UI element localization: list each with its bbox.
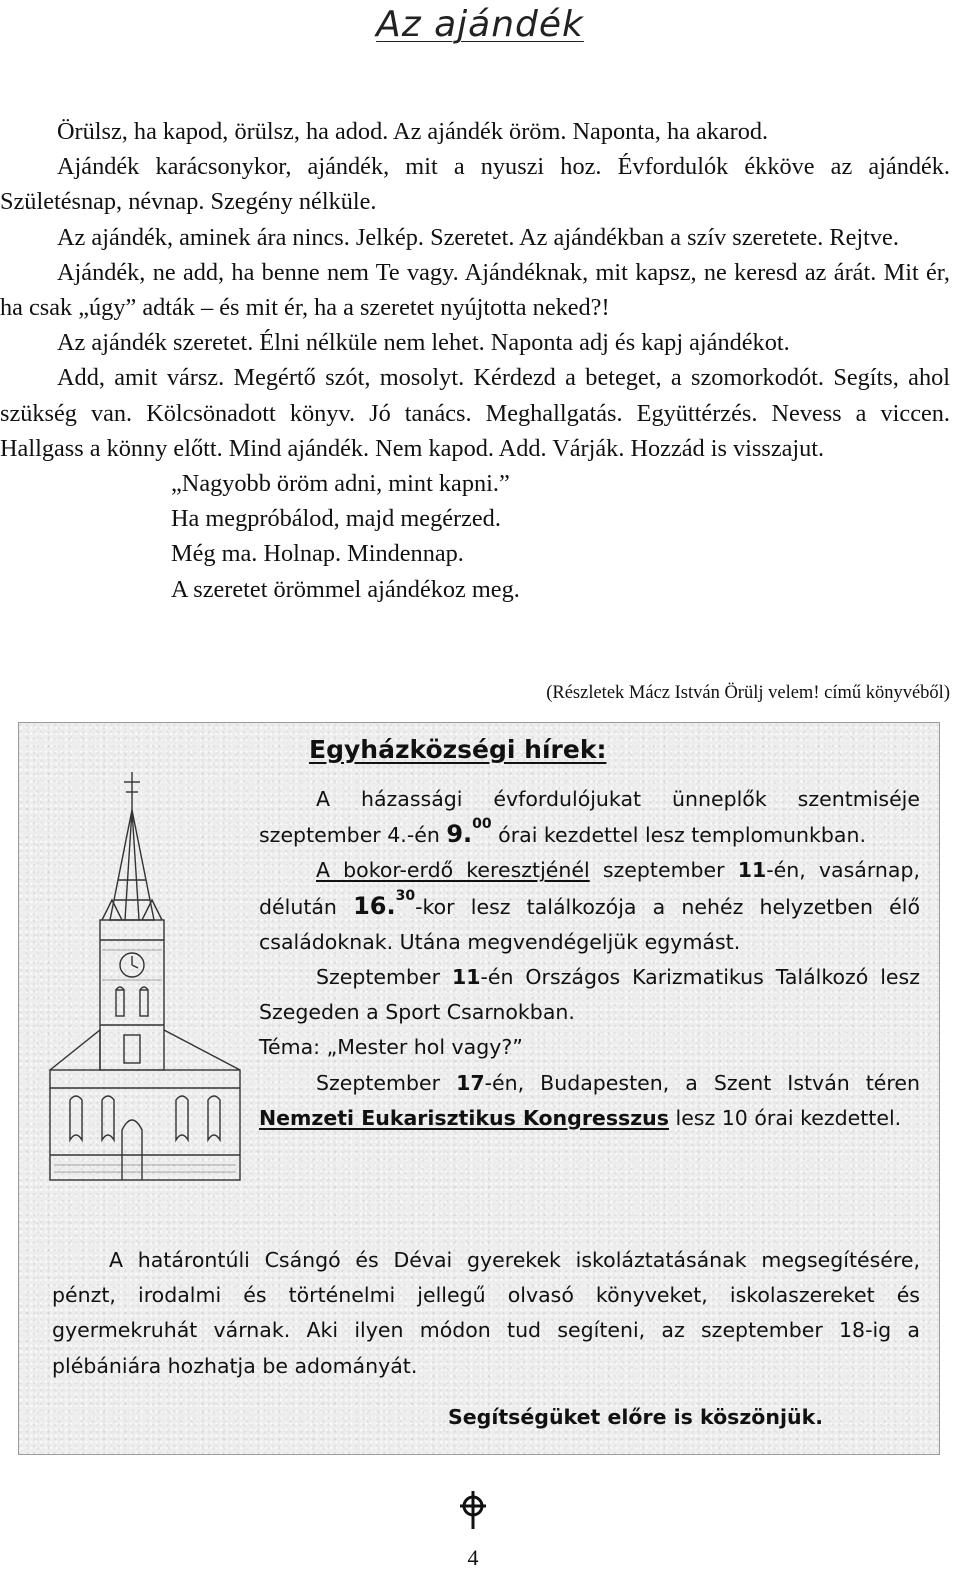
news-item: Szeptember 11-én Országos Karizmatikus Találkozó lesz Szegeden a Sport Csarnokban. (259, 965, 920, 1025)
poem-text (0, 114, 950, 607)
poem-paragraph: Ajándék, ne add, ha benne nem Te vagy. Ajándéknak, mit kapsz, ne keresd az árát. Mit ér, ha csak „úgy” adták – és mit ér, ha a szeretet nyújtotta neked?! (0, 258, 950, 322)
poem-paragraph: Az ajándék szeretet. Élni nélküle nem lehet. Naponta adj és kapj ajándékot. (57, 329, 790, 357)
page-number: 4 (467, 1545, 479, 1570)
time-minutes: 30 (395, 887, 416, 904)
donation-notice (52, 1243, 920, 1384)
news-item: Szeptember 17-én, Budapesten, a Szent István téren Nemzeti Eukarisztikus Kongresszus lesz 10 órai kezdettel. (259, 1070, 920, 1130)
news-items (259, 782, 920, 1136)
cross-icon (457, 1490, 489, 1530)
news-item: A házassági évfordulójukat ünneplők szentmiséje szeptember 4.-én 9.00 órai kezdettel lesz templomunkban. (259, 787, 920, 849)
poem-paragraph: Örülsz, ha kapod, örülsz, ha adod. Az ajándék öröm. Naponta, ha akarod. (57, 118, 769, 145)
day-value: 11 (737, 858, 767, 883)
quote-line: Ha megpróbálod, majd megérzed. (171, 505, 501, 533)
page-title: Az ajándék (376, 4, 584, 45)
poem-paragraph: Add, amit vársz. Megértő szót, mosolyt. Kérdezd a beteget, a szomorkodót. Segíts, ahol szükség van. Kölcsönadott könyv. Jó tanács. Meghallgatás. Együttérzés. Nevess a viccen. Hallgass a könny előtt. Mind ajándék. Nem kapod. Add. Várják. Hozzád is visszajut. (0, 364, 950, 462)
poem-paragraph: Ajándék karácsonykor, ajándék, mit a nyuszi hoz. Évfordulók ékköve az ajándék. Születésnap, névnap. Szegény nélküle. (0, 153, 950, 216)
time-value: 9. (446, 820, 473, 849)
thanks-line: Segítségüket előre is köszönjük. (448, 1405, 824, 1429)
quote-line: A szeretet örömmel ajándékoz meg. (171, 575, 520, 603)
source-citation: (Részletek Mácz István Örülj velem! című könyvéből) (546, 683, 950, 703)
church-illustration (40, 770, 252, 1188)
poem-paragraph: Az ajándék, aminek ára nincs. Jelkép. Szeretet. Az ajándékban a szív szeretete. Rejtve. (57, 223, 899, 251)
place-name: A bokor-erdő keresztjénél (316, 858, 590, 883)
news-item: A határontúli Csángó és Dévai gyerekek iskoláztatásának megsegítésére, pénzt, irodalmi és történelmi jellegű olvasó könyveket, iskolaszereket és gyermekruhát várnak. Aki ilyen módon tud segíteni, az szeptember 18-ig a plébániára hozhatja be adományát. (52, 1248, 920, 1378)
day-value: 17 (456, 1070, 485, 1095)
quote-line: „Nagyobb öröm adni, mint kapni.” (171, 470, 510, 498)
quote-line: Még ma. Holnap. Mindennap. (171, 540, 464, 568)
time-minutes: 00 (472, 816, 492, 833)
time-value: 16. (353, 891, 396, 920)
news-item: A bokor-erdő keresztjénél szeptember 11-én, vasárnap, délután 16.30-kor lesz találkozója a nehéz helyzetben élő családoknak. Utána megvendégeljük egymást. (259, 858, 921, 954)
news-heading: Egyházközségi hírek: (309, 735, 607, 764)
event-name: Nemzeti Eukarisztikus Kongresszus (259, 1105, 669, 1130)
day-value: 11 (451, 965, 481, 990)
news-theme: Téma: „Mester hol vagy?” (259, 1035, 523, 1060)
